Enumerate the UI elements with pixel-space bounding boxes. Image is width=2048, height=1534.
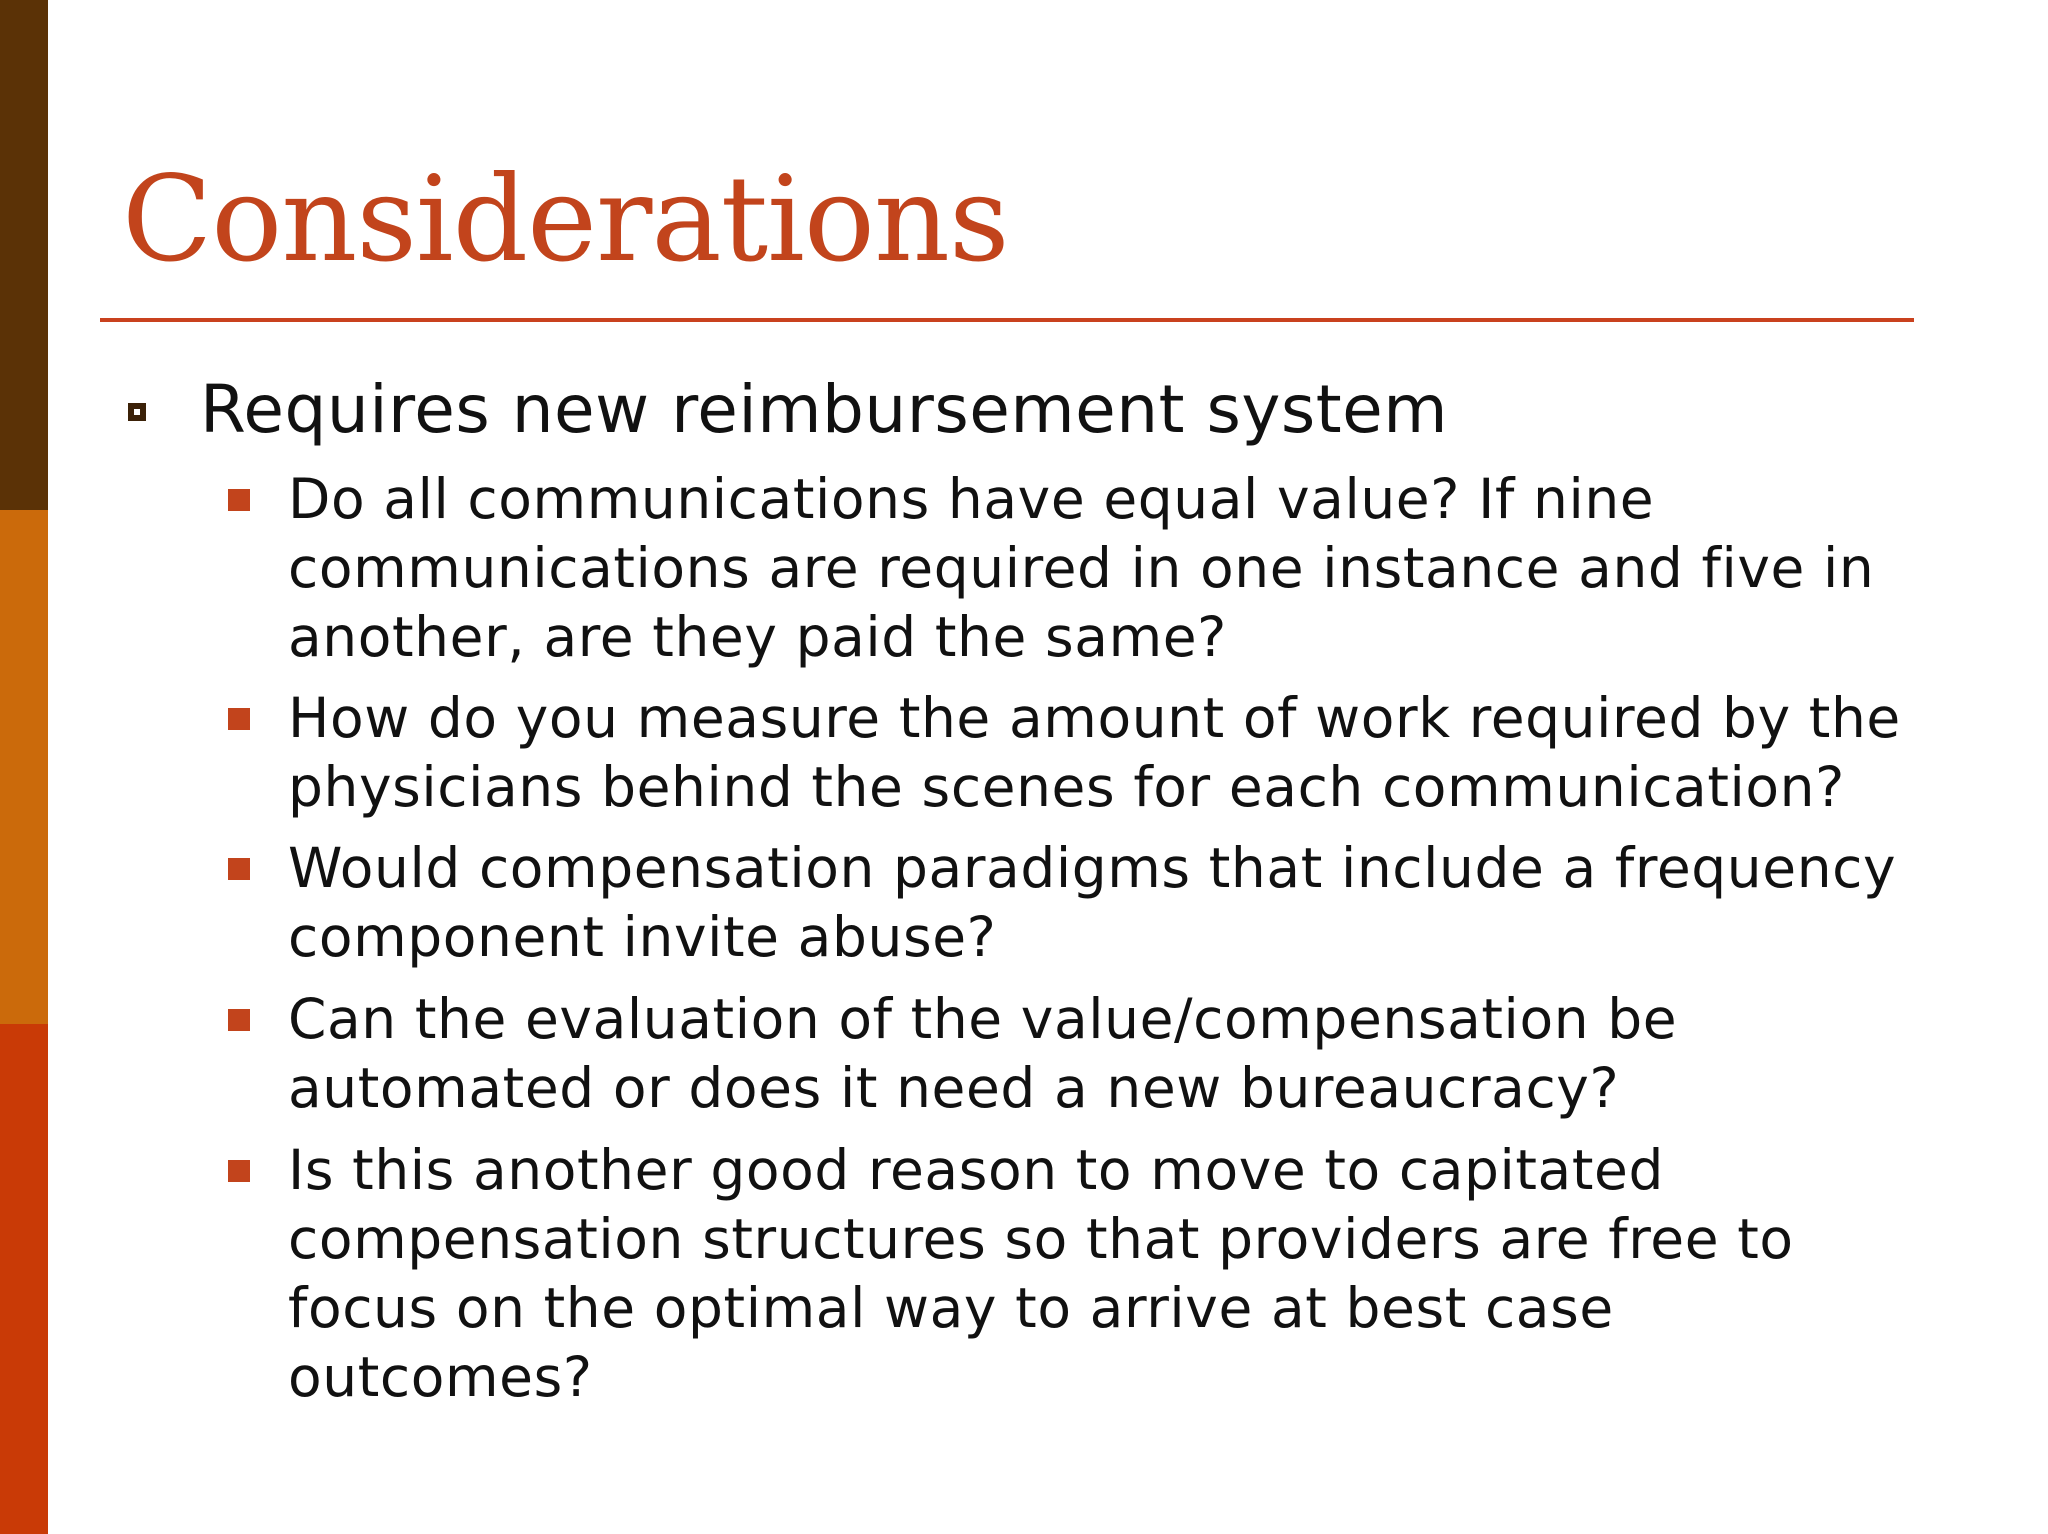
level1-bullet-text: Requires new reimbursement system	[200, 371, 1449, 448]
level2-bullet-text	[288, 684, 1988, 822]
filled-square-bullet-icon	[228, 489, 250, 511]
bullet-text-line: component invite abuse?	[288, 905, 997, 969]
bullet-text-line: Do all communications have equal value? If nine	[288, 467, 1655, 531]
slide-title: Considerations	[122, 150, 1009, 288]
bullet-text-line: communications are required in one instance and five in	[288, 536, 1875, 600]
filled-square-bullet-icon	[228, 858, 250, 880]
bullet-text-line: automated or does it need a new bureaucracy?	[288, 1056, 1620, 1120]
bullet-text-line: Is this another good reason to move to capitated	[288, 1138, 1664, 1202]
bullet-text-line: focus on the optimal way to arrive at best case	[288, 1276, 1614, 1340]
filled-square-bullet-icon	[228, 1160, 250, 1182]
level2-bullet-text	[288, 985, 1988, 1123]
level2-bullet-text	[288, 465, 1988, 672]
hollow-square-bullet-icon	[128, 403, 146, 421]
bullet-text-line: outcomes?	[288, 1345, 593, 1409]
bullet-text-line: physicians behind the scenes for each communication?	[288, 755, 1845, 819]
level2-bullet-text	[288, 834, 1988, 972]
bullet-text-line: another, are they paid the same?	[288, 605, 1227, 669]
filled-square-bullet-icon	[228, 708, 250, 730]
bullet-text-line: Would compensation paradigms that include a frequency	[288, 836, 1897, 900]
bullet-text-line: Can the evaluation of the value/compensation be	[288, 987, 1678, 1051]
bullet-text-line: compensation structures so that providers are free to	[288, 1207, 1794, 1271]
bullet-text-line: How do you measure the amount of work required by the	[288, 686, 1901, 750]
level2-bullet-text	[288, 1136, 1988, 1412]
filled-square-bullet-icon	[228, 1009, 250, 1031]
